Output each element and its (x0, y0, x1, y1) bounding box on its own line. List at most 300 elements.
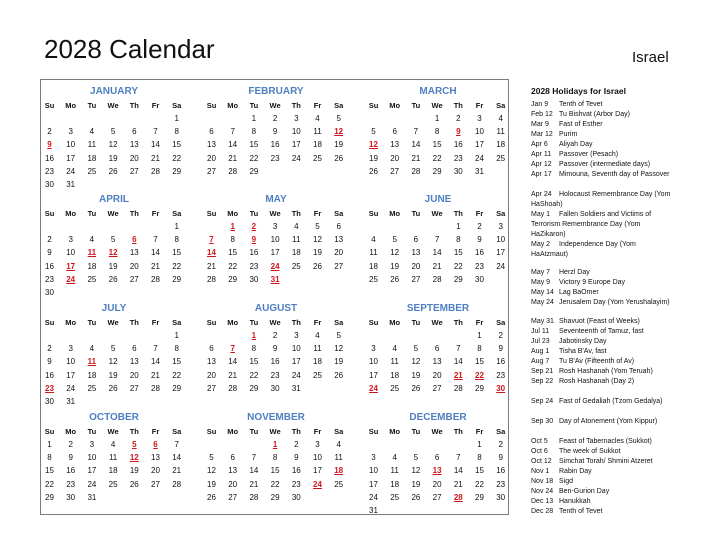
day-cell: 7 (153, 127, 158, 137)
day-cell: 2 (272, 114, 278, 123)
day-cell: 18 (291, 248, 301, 258)
holiday-day-cell: 12 (369, 140, 378, 150)
day-cell: 25 (390, 492, 400, 502)
day-cell: 9 (272, 344, 278, 354)
day-cell: 17 (291, 357, 301, 367)
day-cell: 8 (47, 453, 52, 463)
day-cell: 2 (47, 235, 52, 245)
holiday-day-cell: 18 (334, 466, 344, 476)
day-cell: 25 (369, 274, 378, 284)
day-cell: 25 (390, 383, 400, 393)
holiday-name: Fallen Soldiers and Victims of Terrorism Remembrance Day (Yom HaZikaron) (531, 211, 652, 238)
holiday-day-cell: 1 (251, 331, 257, 340)
weekday-header: Fr (475, 427, 484, 436)
holiday-item (531, 210, 671, 240)
day-cell: 5 (413, 453, 419, 463)
day-cell: 9 (498, 453, 503, 463)
holiday-date: Oct 12 (531, 458, 552, 465)
holiday-day-cell: 7 (209, 235, 214, 245)
day-cell: 19 (108, 261, 118, 271)
holiday-date: May 2 (531, 241, 551, 248)
day-cell: 16 (475, 248, 484, 258)
day-cell: 11 (334, 453, 343, 463)
day-cell: 10 (87, 453, 97, 463)
weekday-header: We (107, 318, 119, 327)
month-name: MARCH (419, 86, 457, 97)
weekday-header: Mo (389, 209, 401, 218)
day-cell: 27 (390, 166, 400, 176)
day-cell: 27 (129, 274, 139, 284)
day-cell: 24 (496, 261, 506, 271)
day-cell: 28 (172, 479, 182, 489)
day-cell: 5 (336, 114, 341, 123)
day-cell: 14 (411, 140, 421, 150)
day-cell: 26 (411, 383, 421, 393)
day-cell: 8 (174, 235, 179, 245)
holiday-name: Ben-Gurion Day (559, 488, 610, 495)
day-cell: 31 (66, 397, 76, 406)
day-cell: 18 (390, 370, 400, 380)
day-cell: 12 (411, 357, 421, 367)
day-cell: 19 (313, 248, 322, 258)
day-cell: 19 (369, 153, 378, 163)
day-cell: 13 (207, 140, 216, 150)
day-cell: 4 (498, 114, 503, 123)
holiday-item (531, 367, 671, 377)
weekday-header: Tu (249, 427, 259, 436)
day-cell: 15 (453, 248, 463, 258)
holiday-date: Mar 9 (531, 121, 549, 128)
day-cell: 21 (453, 479, 463, 489)
weekday-header: Su (206, 427, 217, 436)
month-name: DECEMBER (409, 412, 467, 423)
day-cell: 15 (45, 466, 54, 476)
weekday-header: Th (291, 318, 301, 327)
day-cell: 25 (87, 166, 97, 176)
weekday-header: Mo (65, 209, 77, 218)
holiday-date: Apr 17 (531, 171, 552, 178)
holiday-name: Seventeenth of Tamuz, fast (559, 328, 644, 335)
day-cell: 28 (151, 166, 160, 176)
day-cell: 24 (66, 166, 76, 176)
day-cell: 11 (496, 127, 505, 137)
day-cell: 25 (496, 153, 506, 163)
day-cell: 19 (108, 153, 118, 163)
day-cell: 16 (496, 357, 506, 367)
weekday-header: Fr (151, 318, 160, 327)
day-cell: 6 (132, 344, 137, 354)
day-cell: 3 (371, 453, 376, 463)
day-cell: 17 (66, 370, 76, 380)
holiday-name: Tenth of Tevet (559, 101, 603, 108)
day-cell: 27 (432, 383, 442, 393)
day-cell: 30 (45, 180, 54, 189)
day-cell: 26 (108, 383, 118, 393)
month-name: MAY (265, 194, 287, 205)
day-cell: 28 (432, 274, 442, 284)
day-cell: 28 (228, 166, 238, 176)
weekday-header: Su (206, 209, 217, 218)
day-cell: 4 (336, 440, 341, 449)
holiday-item (531, 507, 671, 517)
day-cell: 6 (392, 127, 397, 137)
holiday-day-cell: 24 (369, 383, 378, 393)
weekday-header: Su (368, 427, 379, 436)
day-cell: 30 (249, 274, 259, 284)
weekday-header: Mo (227, 209, 239, 218)
holiday-item (531, 100, 671, 110)
holiday-day-cell: 6 (132, 235, 137, 245)
month-name: OCTOBER (89, 412, 139, 423)
day-cell: 14 (151, 248, 160, 258)
day-cell: 23 (45, 274, 54, 284)
holiday-date: Dec 28 (531, 508, 554, 515)
day-cell: 30 (66, 492, 76, 502)
day-cell: 1 (174, 331, 179, 340)
weekday-header: Tu (411, 101, 421, 110)
day-cell: 31 (66, 180, 76, 189)
holiday-day-cell: 24 (270, 261, 280, 271)
day-cell: 26 (369, 166, 378, 176)
day-cell: 20 (207, 153, 216, 163)
day-cell: 14 (249, 466, 259, 476)
day-cell: 31 (369, 506, 378, 515)
day-cell: 6 (132, 127, 137, 137)
day-cell: 26 (390, 274, 400, 284)
day-cell: 29 (249, 166, 259, 176)
day-cell: 11 (313, 127, 322, 137)
holiday-item (531, 288, 671, 298)
day-cell: 17 (270, 248, 280, 258)
day-cell: 12 (207, 466, 216, 476)
day-cell: 30 (270, 383, 280, 393)
day-cell: 19 (411, 479, 421, 489)
month-name: NOVEMBER (247, 412, 305, 423)
weekday-header: Th (453, 318, 463, 327)
day-cell: 25 (313, 370, 322, 380)
day-cell: 31 (291, 383, 301, 393)
day-cell: 17 (291, 140, 301, 150)
holiday-name: Jerusalem Day (Yom Yerushalayim) (559, 299, 670, 306)
day-cell: 3 (68, 127, 73, 137)
day-cell: 21 (228, 370, 238, 380)
day-cell: 29 (172, 274, 182, 284)
holiday-date: Apr 12 (531, 161, 552, 168)
holiday-date: May 9 (531, 279, 551, 286)
day-cell: 14 (453, 357, 463, 367)
day-cell: 4 (392, 344, 397, 354)
holiday-day-cell: 28 (453, 492, 463, 502)
day-cell: 2 (294, 440, 299, 449)
holiday-item (531, 447, 671, 457)
weekday-header: We (431, 101, 443, 110)
weekday-header: Fr (313, 209, 322, 218)
holiday-name: Shavuot (Feast of Weeks) (559, 318, 640, 325)
day-cell: 22 (270, 479, 280, 489)
holiday-item (531, 130, 671, 140)
day-cell: 20 (228, 479, 238, 489)
holiday-day-cell: 13 (432, 466, 442, 476)
weekday-header: Fr (475, 318, 484, 327)
day-cell: 7 (413, 127, 419, 137)
day-cell: 27 (334, 261, 344, 271)
day-cell: 18 (87, 261, 97, 271)
day-cell: 8 (456, 235, 461, 245)
day-cell: 11 (292, 235, 301, 245)
day-cell: 9 (272, 127, 278, 137)
day-cell: 27 (151, 479, 160, 489)
day-cell: 23 (475, 261, 484, 271)
day-cell: 20 (129, 261, 139, 271)
day-cell: 31 (475, 166, 484, 176)
holiday-date: Oct 6 (531, 448, 548, 455)
day-cell: 18 (108, 466, 118, 476)
day-cell: 8 (477, 344, 482, 354)
day-cell: 4 (315, 114, 320, 123)
day-cell: 5 (110, 235, 116, 245)
day-cell: 9 (47, 357, 52, 367)
weekday-header: Sa (334, 101, 344, 110)
day-cell: 21 (228, 153, 238, 163)
day-cell: 5 (315, 222, 320, 231)
day-cell: 26 (207, 492, 216, 502)
day-cell: 1 (477, 440, 482, 449)
page-title: 2028 Calendar (44, 34, 215, 64)
holiday-name: Jabotinsky Day (559, 338, 607, 345)
day-cell: 16 (45, 370, 54, 380)
weekday-header: We (431, 209, 443, 218)
holiday-item (531, 140, 671, 150)
day-cell: 2 (498, 331, 503, 340)
day-cell: 3 (68, 235, 73, 245)
day-cell: 27 (411, 274, 421, 284)
day-cell: 18 (496, 140, 506, 150)
day-cell: 25 (87, 383, 97, 393)
day-cell: 28 (207, 274, 216, 284)
holiday-item (531, 377, 671, 387)
weekday-header: Su (44, 101, 55, 110)
day-cell: 16 (66, 466, 76, 476)
day-cell: 27 (129, 166, 139, 176)
holiday-date: Feb 12 (531, 111, 553, 118)
weekday-header: Tu (249, 101, 259, 110)
day-cell: 1 (251, 114, 257, 123)
day-cell: 23 (270, 153, 280, 163)
day-cell: 15 (475, 357, 484, 367)
day-cell: 17 (496, 248, 506, 258)
holiday-date: May 24 (531, 299, 554, 306)
day-cell: 6 (209, 344, 214, 354)
day-cell: 13 (129, 140, 139, 150)
holiday-date: Oct 5 (531, 438, 548, 445)
day-cell: 18 (87, 153, 97, 163)
day-cell: 30 (453, 166, 463, 176)
day-cell: 9 (68, 453, 73, 463)
day-cell: 12 (108, 357, 118, 367)
day-cell: 13 (207, 357, 216, 367)
holiday-item (531, 160, 671, 170)
day-cell: 7 (153, 344, 158, 354)
day-cell: 15 (270, 466, 280, 476)
holiday-date: Sep 21 (531, 368, 554, 375)
day-cell: 28 (249, 492, 259, 502)
holiday-name: Sigd (559, 478, 574, 485)
day-cell: 25 (291, 261, 301, 271)
day-cell: 3 (477, 114, 482, 123)
day-cell: 10 (66, 248, 76, 258)
day-cell: 16 (249, 248, 259, 258)
weekday-header: Th (453, 427, 463, 436)
holiday-date: Jul 11 (531, 328, 550, 335)
holiday-date: May 1 (531, 211, 551, 218)
day-cell: 25 (334, 479, 344, 489)
day-cell: 20 (129, 370, 139, 380)
holiday-day-cell: 14 (207, 248, 216, 258)
day-cell: 3 (315, 440, 320, 449)
day-cell: 1 (456, 222, 461, 231)
day-cell: 8 (434, 127, 440, 137)
day-cell: 28 (453, 383, 463, 393)
day-cell: 10 (66, 140, 76, 150)
day-cell: 21 (151, 261, 160, 271)
day-cell: 24 (291, 370, 301, 380)
day-cell: 25 (87, 274, 97, 284)
holiday-item (531, 120, 671, 130)
day-cell: 8 (477, 453, 482, 463)
holiday-day-cell: 5 (132, 440, 137, 449)
day-cell: 20 (411, 261, 421, 271)
day-cell: 11 (87, 140, 97, 150)
day-cell: 30 (291, 492, 301, 502)
day-cell: 12 (334, 344, 344, 354)
month-name: AUGUST (254, 303, 298, 314)
day-cell: 4 (294, 222, 299, 231)
day-cell: 28 (228, 383, 238, 393)
day-cell: 10 (291, 344, 301, 354)
holiday-date: Nov 1 (531, 468, 550, 475)
day-cell: 25 (108, 479, 118, 489)
weekday-header: We (269, 427, 281, 436)
day-cell: 26 (411, 492, 421, 502)
weekday-header: Mo (227, 101, 239, 110)
weekday-header: Tu (87, 318, 97, 327)
day-cell: 7 (456, 453, 461, 463)
holiday-date: Sep 24 (531, 398, 554, 405)
weekday-header: Fr (151, 209, 160, 218)
day-cell: 22 (453, 261, 463, 271)
weekday-header: Sa (334, 318, 344, 327)
day-cell: 21 (249, 479, 259, 489)
weekday-header: Sa (172, 318, 182, 327)
day-cell: 7 (153, 235, 158, 245)
weekday-header: Sa (496, 101, 506, 110)
day-cell: 4 (392, 453, 397, 463)
day-cell: 29 (249, 383, 259, 393)
day-cell: 10 (291, 127, 301, 137)
day-cell: 16 (453, 140, 463, 150)
day-cell: 26 (313, 261, 322, 271)
holiday-date: Nov 18 (531, 478, 554, 485)
day-cell: 5 (209, 453, 214, 463)
day-cell: 16 (291, 466, 301, 476)
day-cell: 22 (249, 153, 259, 163)
holiday-day-cell: 2 (251, 222, 257, 231)
holiday-item (531, 110, 671, 120)
day-cell: 25 (313, 153, 322, 163)
day-cell: 10 (496, 235, 506, 245)
day-cell: 4 (110, 440, 116, 449)
weekday-header: Sa (334, 209, 344, 218)
day-cell: 15 (172, 357, 182, 367)
holiday-name: Rosh Hashanah (Day 2) (559, 378, 635, 385)
day-cell: 6 (434, 453, 440, 463)
day-cell: 7 (230, 127, 235, 137)
day-cell: 2 (272, 331, 278, 340)
month-name: APRIL (99, 194, 129, 205)
holiday-date: Dec 13 (531, 498, 554, 505)
day-cell: 21 (411, 153, 421, 163)
day-cell: 5 (413, 344, 419, 354)
day-cell: 17 (66, 153, 76, 163)
day-cell: 20 (129, 153, 139, 163)
holiday-name: Aliyah Day (559, 141, 593, 148)
day-cell: 4 (89, 127, 95, 137)
day-cell: 1 (47, 440, 52, 449)
holiday-item (531, 477, 671, 487)
day-cell: 1 (174, 222, 179, 231)
day-cell: 22 (172, 261, 182, 271)
day-cell: 29 (45, 492, 54, 502)
day-cell: 11 (108, 453, 118, 463)
day-cell: 2 (47, 344, 52, 354)
day-cell: 24 (87, 479, 97, 489)
weekday-header: We (269, 318, 281, 327)
holiday-item (531, 397, 671, 407)
day-cell: 13 (228, 466, 238, 476)
weekday-header: Th (129, 318, 139, 327)
weekday-header: Th (291, 427, 301, 436)
day-cell: 19 (334, 357, 344, 367)
day-cell: 28 (411, 166, 421, 176)
day-cell: 19 (390, 261, 400, 271)
day-cell: 19 (129, 466, 139, 476)
day-cell: 27 (207, 166, 216, 176)
weekday-header: We (107, 101, 119, 110)
day-cell: 26 (129, 479, 139, 489)
day-cell: 5 (110, 344, 116, 354)
day-cell: 12 (411, 466, 421, 476)
holiday-name: Victory 9 Europe Day (559, 279, 626, 286)
day-cell: 27 (432, 492, 442, 502)
holiday-day-cell: 23 (45, 383, 54, 393)
day-cell: 30 (45, 288, 54, 297)
day-cell: 5 (336, 331, 341, 340)
day-cell: 14 (432, 248, 442, 258)
day-cell: 6 (434, 344, 440, 354)
holiday-name: Independence Day (Yom HaAtzmaut) (531, 241, 636, 258)
weekday-header: Su (368, 101, 379, 110)
day-cell: 29 (475, 383, 484, 393)
day-cell: 22 (228, 261, 238, 271)
weekday-header: Mo (65, 318, 77, 327)
day-cell: 4 (371, 235, 376, 245)
weekday-header: Th (453, 209, 463, 218)
day-cell: 23 (249, 261, 259, 271)
day-cell: 31 (87, 492, 97, 502)
day-cell: 11 (313, 344, 322, 354)
holiday-day-cell: 9 (251, 235, 257, 245)
holiday-item (531, 298, 671, 308)
